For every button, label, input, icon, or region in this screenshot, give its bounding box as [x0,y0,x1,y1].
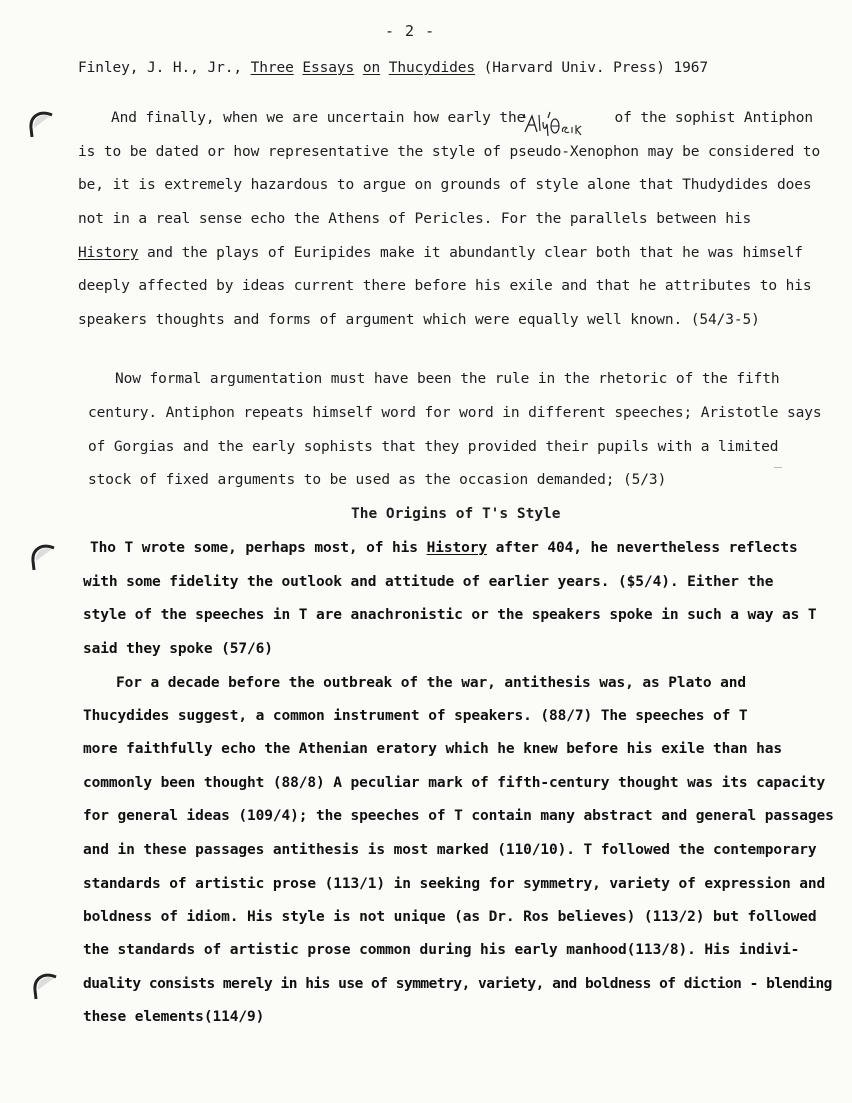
history-title: History [78,245,139,261]
text-line: standards of artistic prose (113/1) in seeking for symmetry, variety of expression and [83,876,826,892]
binder-hole-icon [28,110,54,138]
history-title: History [426,540,487,556]
citation-author: Finley, J. H., Jr., [78,60,251,76]
text-line: style of the speeches in T are anachronistic or the speakers spoke in such a way as T [83,607,817,623]
text-line: is to be dated or how representative the style of pseudo-Xenophon may be considered to [78,144,821,160]
text-line [78,245,803,261]
text-line: be, it is extremely hazardous to argue on grounds of style alone that Thudydides does [78,177,812,193]
text-line: and in these passages antithesis is most marked (110/10). T followed the contemporary [83,842,817,858]
text-segment: after 404, he nevertheless reflects [486,540,798,556]
text-segment: and the plays of Euripides make it abundantly clear both that he was himself [138,245,803,261]
text-line: century. Antiphon repeats himself word for word in different speeches; Aristotle says [88,405,822,421]
text-line: more faithfully echo the Athenian eratory which he knew before his exile than has [83,741,783,757]
page-number: - 2 - [385,22,436,40]
binder-hole-icon [32,972,58,1000]
text-line: for general ideas (109/4); the speeches of T contain many abstract and general passages [83,808,834,824]
section-heading: The Origins of T's Style [351,506,561,522]
text-line: boldness of idiom. His style is not unique (as Dr. Ros believes) (113/2) but followed [83,909,817,925]
text-line: not in a real sense echo the Athens of Pericles. For the parallels between his [78,211,752,227]
text-line: speakers thoughts and forms of argument which were equally well known. (54/3-5) [78,312,760,328]
text-line: Thucydides suggest, a common instrument of speakers. (88/7) The speeches of T [83,708,748,724]
text-line: said they spoke (57/6) [83,641,273,657]
citation-title-word: Essays [302,60,355,76]
citation-publisher: (Harvard Univ. Press) 1967 [475,60,709,76]
citation-title-word: on [362,60,381,76]
text-line: the standards of artistic prose common during his early manhood(113/8). His indivi- [83,942,800,958]
citation-title-word: Thucydides [388,60,476,76]
text-segment: Tho T wrote some, perhaps most, of his [90,540,427,556]
text-line: commonly been thought (88/8) A peculiar mark of fifth-century thought was its capacity [83,775,826,791]
text-line: deeply affected by ideas current there before his exile and that he attributes to his [78,278,812,294]
binder-hole-icon [30,543,56,571]
text-line: these elements(114/9) [83,1009,265,1025]
text-line: stock of fixed arguments to be used as the occasion demanded; (5/3) [88,472,667,488]
paper-speck [774,467,782,468]
text-line: Now formal argumentation must have been the rule in the rhetoric of the fifth [115,371,780,387]
citation-title-word: Three [250,60,294,76]
text-segment: And finally, when we are uncertain how early the [111,110,534,126]
text-line: duality consists merely in his use of symmetry, variety, and boldness of diction - blending [83,976,832,992]
text-line [111,110,813,126]
text-segment: of the sophist Antiphon [605,110,813,126]
text-line [90,540,798,556]
citation-line [78,60,708,76]
text-line: of Gorgias and the early sophists that they provided their pupils with a limited [88,439,779,455]
text-line: with some fidelity the outlook and attitude of earlier years. ($5/4). Either the [83,574,774,590]
text-line: For a decade before the outbreak of the war, antithesis was, as Plato and [116,675,746,691]
